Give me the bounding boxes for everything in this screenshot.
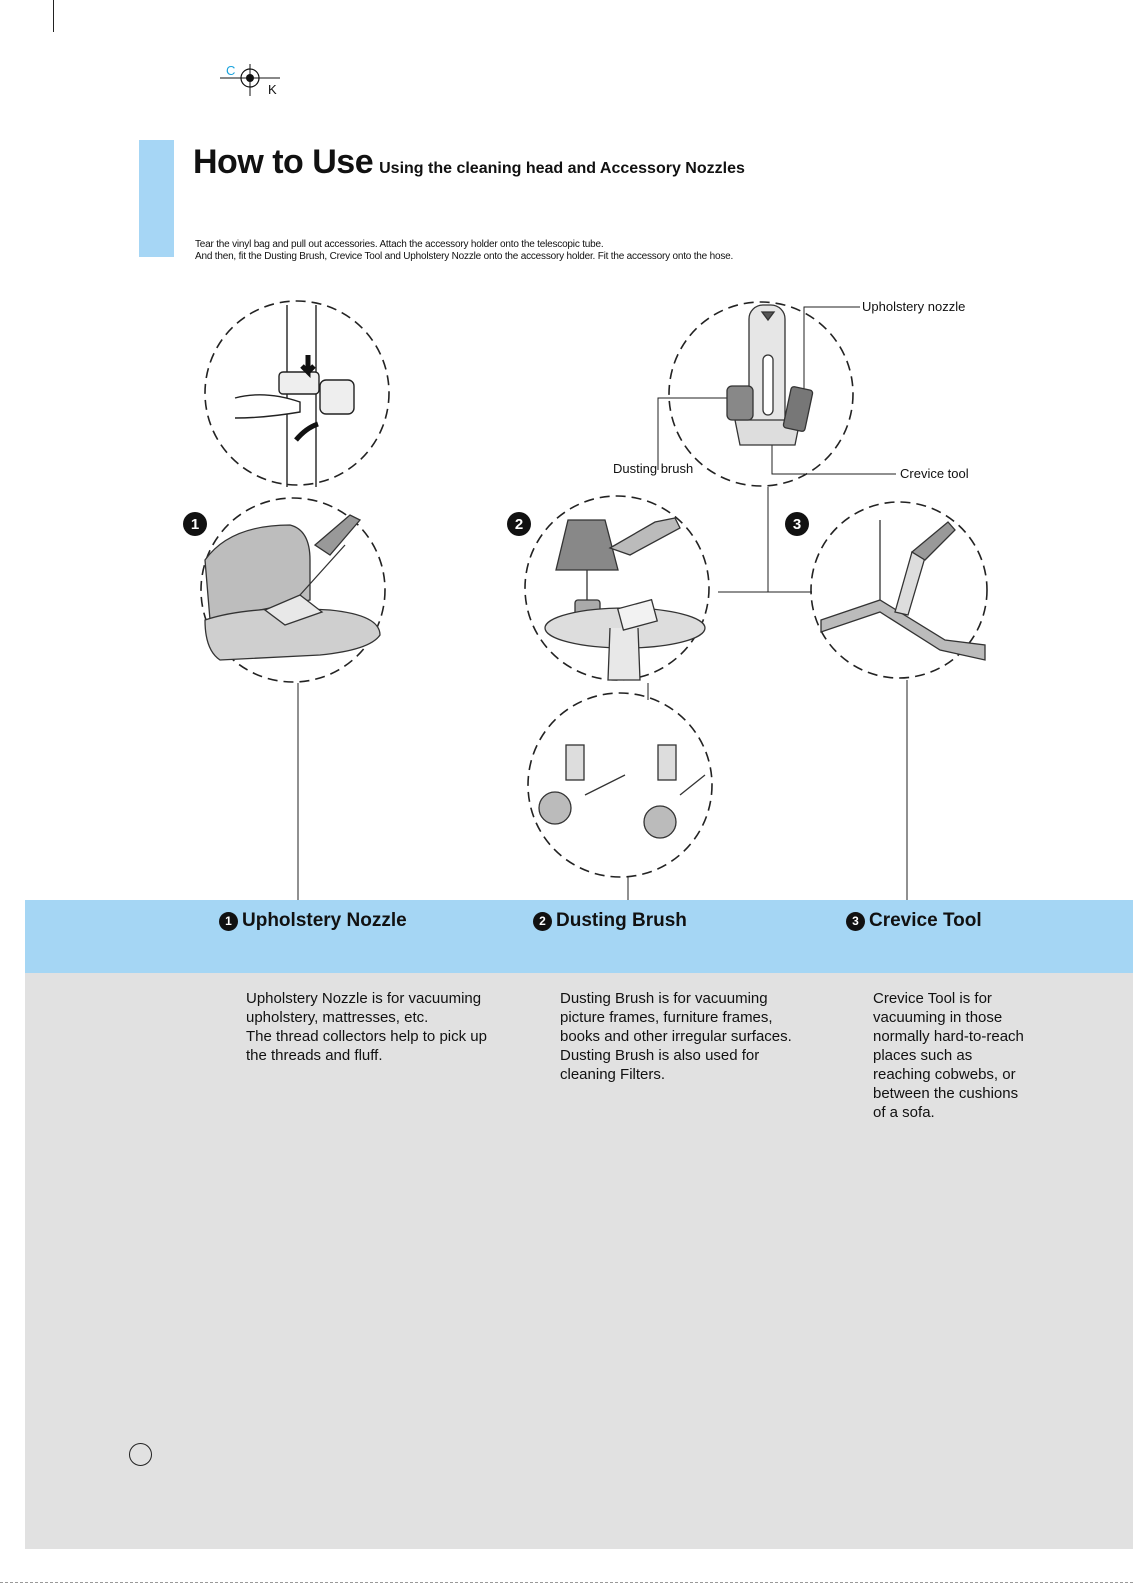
description-dusting-brush <box>560 989 835 1084</box>
step-badge-3-icon: 3 <box>792 516 802 533</box>
number-badge-icon: 2 <box>533 912 552 931</box>
description-line: between the cushions <box>873 1085 1019 1102</box>
description-line: Dusting Brush is for vacuuming <box>560 990 768 1007</box>
title-main: How to Use <box>193 143 374 181</box>
heading-dusting-brush <box>533 910 687 932</box>
callout-dusting-brush: Dusting brush <box>613 461 694 476</box>
description-line: normally hard-to-reach <box>873 1028 1024 1045</box>
step-badge-2-icon: 2 <box>514 516 524 533</box>
description-line: upholstery, mattresses, etc. <box>246 1009 429 1026</box>
registration-label-c: C <box>226 63 236 78</box>
number-badge-icon: 1 <box>219 912 238 931</box>
heading-text: Upholstery Nozzle <box>242 910 407 931</box>
number-badge-icon: 3 <box>846 912 865 931</box>
description-line: reaching cobwebs, or <box>873 1066 1016 1083</box>
page-number-circle <box>129 1443 152 1466</box>
heading-crevice-tool <box>846 910 982 932</box>
heading-text: Dusting Brush <box>556 910 687 931</box>
description-line: cleaning Filters. <box>560 1066 666 1083</box>
description-line: picture frames, furniture frames, <box>560 1009 773 1026</box>
intro-line-1: Tear the vinyl bag and pull out accessories. Attach the accessory holder onto the telescopic tube. <box>195 239 604 250</box>
description-upholstery-nozzle <box>246 989 526 1065</box>
heading-text: Crevice Tool <box>869 910 982 931</box>
heading-upholstery-nozzle <box>219 910 407 932</box>
description-crevice-tool <box>873 989 1113 1122</box>
callout-crevice-tool: Crevice tool <box>900 466 969 481</box>
description-line: Upholstery Nozzle is for vacuuming <box>246 990 482 1007</box>
filter-cleaning-circle <box>528 693 712 877</box>
description-line: places such as <box>873 1047 973 1064</box>
intro-line-2: And then, fit the Dusting Brush, Crevice Tool and Upholstery Nozzle onto the accessory holder. Fit the accessory onto the hose. <box>195 251 734 262</box>
description-line: the threads and fluff. <box>246 1047 383 1064</box>
description-line: The thread collectors help to pick up <box>246 1028 487 1045</box>
registration-label-k: K <box>268 82 277 97</box>
description-line: Crevice Tool is for <box>873 990 992 1007</box>
description-line: vacuuming in those <box>873 1009 1003 1026</box>
step-badge-1-icon: 1 <box>190 516 200 533</box>
description-line: books and other irregular surfaces. <box>560 1028 792 1045</box>
title-subtitle: Using the cleaning head and Accessory Nozzles <box>379 160 745 177</box>
description-line: of a sofa. <box>873 1104 935 1121</box>
bottom-trim-line <box>0 1582 1133 1583</box>
description-line: Dusting Brush is also used for <box>560 1047 760 1064</box>
callout-upholstery-nozzle: Upholstery nozzle <box>862 299 966 314</box>
